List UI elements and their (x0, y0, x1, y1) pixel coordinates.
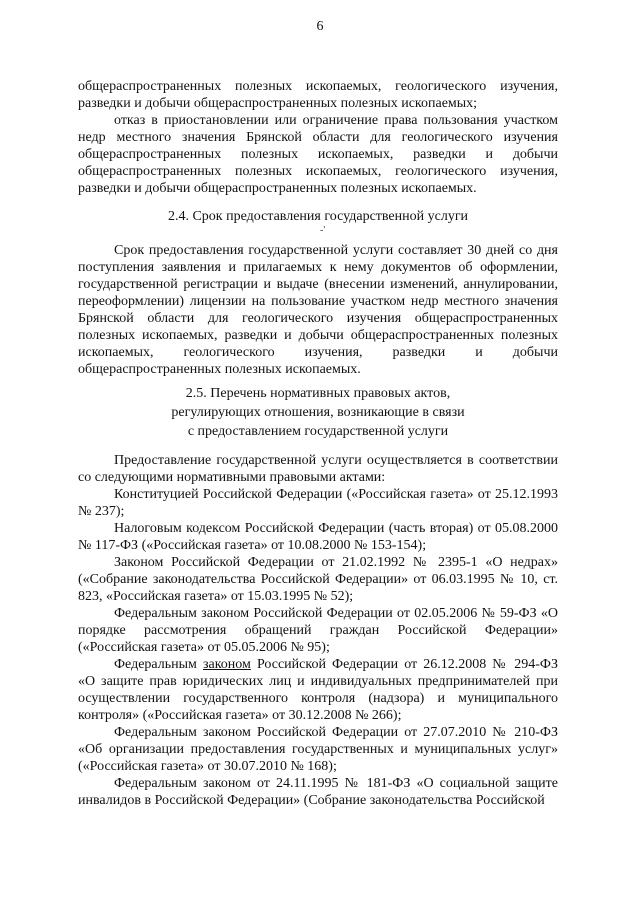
page-number: 6 (316, 19, 324, 34)
section-2-5-body (78, 452, 558, 809)
section-2-5-intro: Предоставление государственной услуги осуществляется в соответствии со следующими нормативными правовыми актами: (78, 453, 558, 485)
legal-act-text: Федеральным (114, 657, 203, 672)
legal-act-item: Конституцией Российской Федерации («Российская газета» от 25.12.1993 № 237); (78, 487, 558, 519)
section-2-4 (78, 207, 558, 226)
legal-act-item: Налоговым кодексом Российской Федерации (часть вторая) от 05.08.2000 № 117-ФЗ («Российская газета» от 10.08.2000 № 153-154); (78, 521, 558, 553)
legal-act-item: Федеральным законом Российской Федерации от 02.05.2006 № 59-ФЗ «О порядке рассмотрения обращений граждан Российской Федерации» («Российская газета» от 05.05.2006 № 95); (78, 606, 558, 655)
section-2-5 (78, 384, 558, 441)
legal-act-item: Федеральным законом от 24.11.1995 № 181-ФЗ «О социальной защите инвалидов в Российской Федерации» (Собрание законодательства Российской (78, 776, 558, 808)
legal-act-item (78, 656, 558, 724)
section-2-5-heading-line: 2.5. Перечень нормативных правовых актов, (185, 386, 451, 401)
section-2-4-text: Срок предоставления государственной услуги составляет 30 дней со дня поступления заявления и прилагаемых к нему документов об оформлении, государственной регистрации и выдаче (внесении изменений, аннулировании, переоформлении) лицензии на пользование участком недр местного значения Брянской области для геологического изучения общераспространенных полезных ископаемых, разведки и добычи общераспространенных полезных ископаемых, геологического изучения, разведки и добычи общераспространенных полезных ископаемых. (78, 243, 558, 377)
section-2-5-heading-line: с предоставлением государственной услуги (187, 424, 449, 439)
legal-act-text: Российской Федерации от 26.12.2008 № 294-ФЗ «О защите прав юридических лиц и индивидуальных предпринимателей при осуществлении государственного контроля (надзора) и муниципального контроля» («Российская газета» от 30.12.2008 № 266); (78, 657, 558, 723)
section-2-5-heading-line: регулирующих отношения, возникающие в связи (171, 405, 465, 420)
paragraph-continuation: общераспространенных полезных ископаемых, геологического изучения, разведки и добычи общераспространенных полезных ископаемых; (78, 79, 558, 111)
stray-mark: -' (320, 225, 326, 236)
underlined-word: законом (202, 657, 251, 672)
paragraph-refusal: отказ в приостановлении или ограничение права пользования участком недр местного значения Брянской области для геологического изучения общераспространенных полезных ископаемых, разведки и добычи общераспространенных полезных ископаемых, геологического изучения, разведки и добычи общераспространенных полезных ископаемых. (78, 113, 558, 196)
section-2-4-body (78, 242, 558, 378)
section-2-4-heading: 2.4. Срок предоставления государственной услуги (167, 209, 469, 224)
legal-act-item: Законом Российской Федерации от 21.02.1992 № 2395-1 «О недрах» («Собрание законодательства Российской Федерации» от 06.03.1995 № 10, ст. 823, «Российская газета» от 15.03.1995 № 52); (78, 555, 558, 604)
legal-act-item: Федеральным законом Российской Федерации от 27.07.2010 № 210-ФЗ «Об организации предоставления государственных и муниципальных услуг» («Российская газета» от 30.07.2010 № 168); (78, 725, 558, 774)
paragraph-block-top (78, 78, 558, 197)
